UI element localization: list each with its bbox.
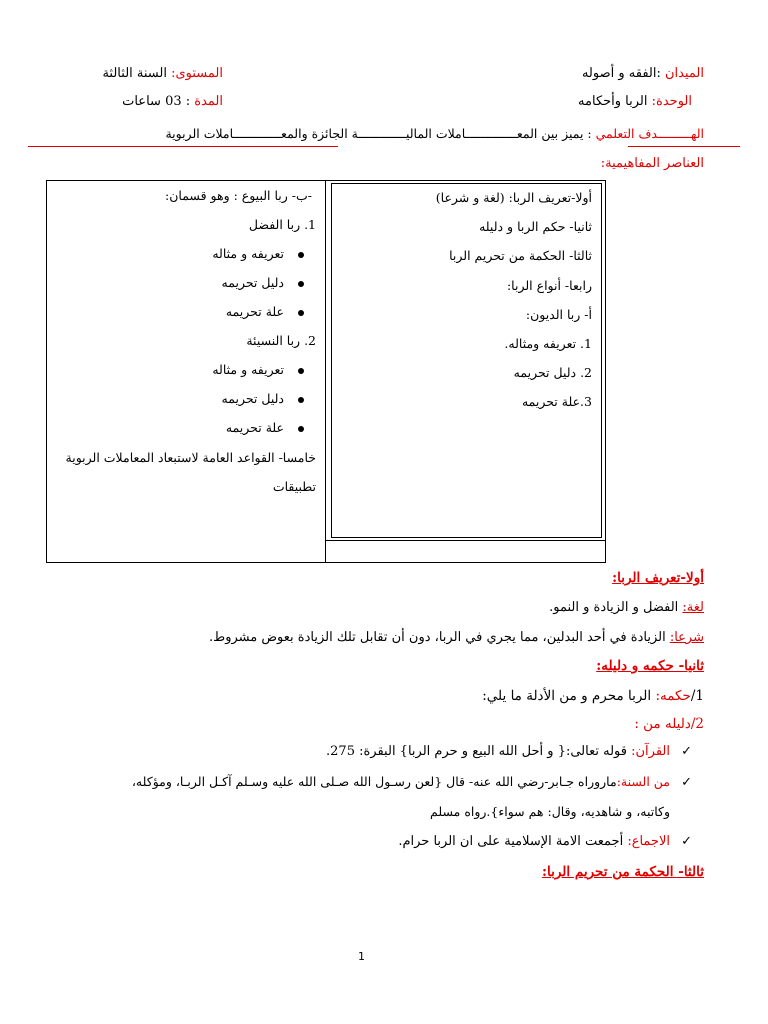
ruling-number: 1/ [690, 688, 704, 704]
sunna-line-2: وكاتبه، و شاهديه، وقال: هم سواء}.رواه مسلم [430, 804, 670, 819]
shar-label: شرعا: [669, 630, 704, 645]
duration-line [122, 94, 223, 109]
table-item: 1. تعريفه ومثاله. [504, 336, 592, 351]
objective-line [165, 126, 704, 141]
table-item: 2. دليل تحريمه [513, 365, 592, 380]
level-label: المستوى: [171, 66, 223, 81]
table-item: 2. ربا النسيئة [246, 333, 316, 348]
table-item: 3.علة تحريمه [521, 394, 592, 409]
field-label: الميدان [665, 66, 704, 81]
table-divider [325, 180, 326, 563]
table-item: ثالثا- الحكمة من تحريم الربا [449, 248, 592, 263]
evidence-heading: 2/دليله من : [634, 716, 704, 732]
section-3-title: ثالثا- الحكمة من تحريم الربا: [542, 864, 704, 880]
table-item: أ- ربا الديون: [525, 307, 592, 322]
level-line [102, 66, 223, 81]
list-item: تعريفه و مثاله [212, 246, 304, 261]
checkmark-icon: ✓ [681, 744, 692, 759]
concepts-title: العناصر المفاهيمية: [600, 156, 704, 171]
unit-line [578, 94, 692, 109]
lang-text: الفضل و الزيادة و النمو. [549, 600, 683, 615]
field-line [582, 66, 704, 81]
ruling-label: حكمه: [655, 688, 691, 704]
unit-value: الربا وأحكامه [578, 94, 648, 109]
table-item: 1. ربا الفضل [248, 217, 316, 232]
table-item: أولا-تعريف الربا: (لغة و شرعا) [435, 190, 592, 205]
list-item: علة تحريمه [226, 304, 304, 319]
bullet-icon [298, 281, 304, 287]
ruling-line [482, 688, 704, 704]
ijma-text: أجمعت الامة الإسلامية على ان الربا حرام. [398, 834, 628, 849]
duration-label: المدة [194, 94, 223, 109]
objective-label: الهـــــــــدف التعلمي [595, 126, 704, 141]
section-2-title: ثانيا- حكمه و دليله: [596, 658, 704, 674]
bullet-icon [298, 252, 304, 258]
bullet-icon [298, 426, 304, 432]
table-item: تطبيقات [272, 479, 316, 494]
page-number: 1 [358, 950, 365, 963]
quran-text: قوله تعالى:{ و أحل الله البيع و حرم الربا} البقرة: 275. [326, 744, 632, 759]
quran-line [326, 744, 692, 759]
unit-label: الوحدة: [651, 94, 692, 109]
bullet-icon [298, 368, 304, 374]
sunna-text: ماروراه جـابر-رضي الله عنه- قال {لعن رسـول الله صـلى الله عليه وسـلم آكـل الربـا، ومؤكله، [131, 774, 617, 789]
ijma-line [398, 834, 692, 849]
section-1-title: أولا-تعريف الربا: [612, 570, 704, 586]
duration-value: : 03 ساعات [122, 94, 191, 109]
list-item: دليل تحريمه [222, 391, 304, 406]
sunna-label: من السنة: [616, 774, 670, 789]
ruling-text: الربا محرم و من الأدلة ما يلي: [482, 688, 656, 704]
field-value: :الفقه و أصوله [581, 66, 661, 81]
checkmark-icon: ✓ [681, 775, 692, 790]
objective-underline-2 [28, 146, 338, 147]
ijma-label: الاجماع: [627, 834, 670, 849]
objective-underline [628, 146, 740, 147]
level-value: السنة الثالثة [102, 66, 167, 81]
table-item: ثانيا- حكم الربا و دليله [479, 219, 592, 234]
shar-definition [209, 630, 704, 645]
checkmark-icon: ✓ [681, 834, 692, 849]
table-item: خامسا- القواعد العامة لاستبعاد المعاملات الربوية [65, 450, 316, 465]
shar-text: الزيادة في أحد البدلين، مما يجري في الربا، دون أن تقابل تلك الزيادة بعوض مشروط. [209, 630, 670, 645]
list-item: دليل تحريمه [222, 275, 304, 290]
bullet-icon [298, 310, 304, 316]
bullet-icon [298, 397, 304, 403]
objective-value: : يميز بين المعــــــــــــــاملات الماليـــــــــــــة الجائزة والمعـــــــــــــاملات الربوية [165, 126, 592, 141]
quran-label: القرآن: [631, 744, 670, 759]
list-item: تعريفه و مثاله [212, 362, 304, 377]
list-item: علة تحريمه [226, 420, 304, 435]
table-inner-box [331, 183, 602, 538]
table-row-line [326, 540, 606, 541]
table-item: رابعا- أنواع الربا: [506, 278, 592, 293]
lang-label: لغة: [682, 600, 704, 615]
sunna-line [132, 774, 692, 790]
table-item: -ب- ربا البيوع : وهو قسمان: [165, 188, 312, 203]
lang-definition [549, 600, 704, 615]
